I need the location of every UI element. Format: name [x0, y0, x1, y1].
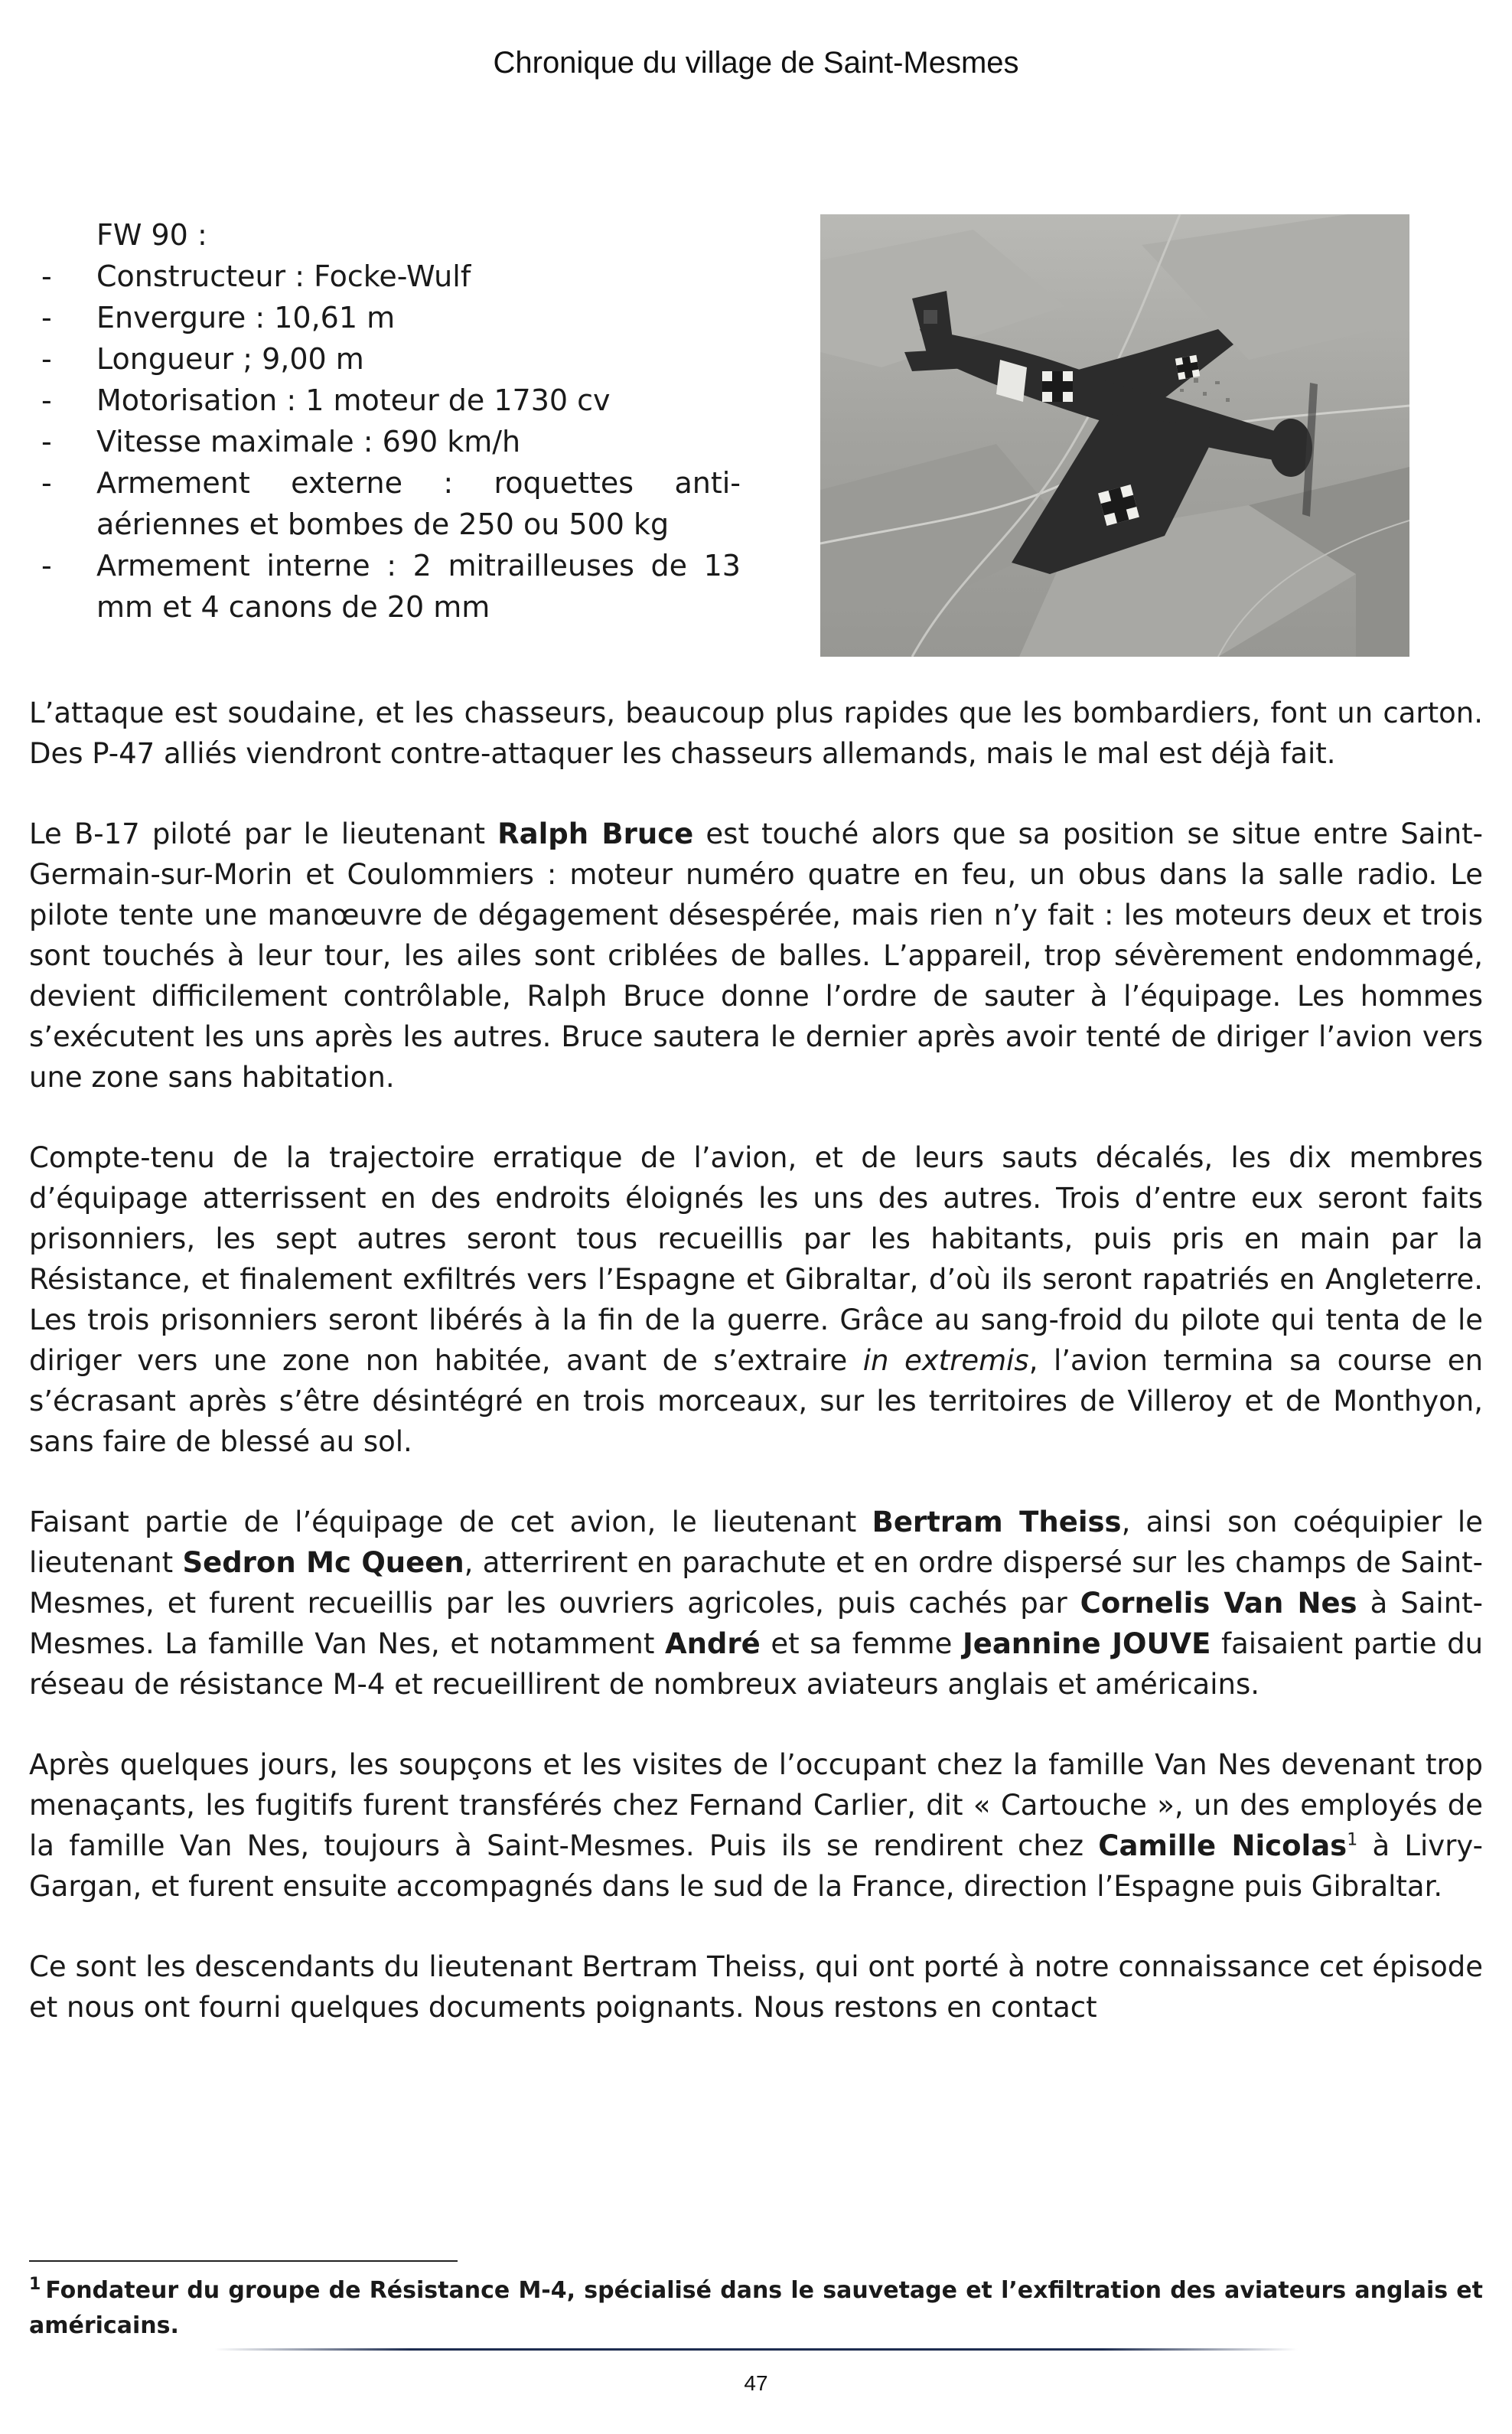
- aircraft-name: FW 90 :: [96, 218, 207, 252]
- footnote: [29, 2273, 1483, 2344]
- spec-item: - Envergure : 10,61 m: [41, 301, 396, 334]
- spec-item: - Motorisation : 1 moteur de 1730 cv: [41, 383, 611, 417]
- footnote-divider: [29, 2260, 458, 2262]
- spec-item: - Constructeur : Focke-Wulf: [41, 259, 471, 293]
- article-body: [29, 693, 1483, 2067]
- aircraft-photo: [820, 214, 1409, 657]
- spec-item: - Longueur ; 9,00 m: [41, 342, 364, 376]
- aircraft-spec-list: [29, 214, 741, 628]
- aircraft-section: [29, 214, 1483, 674]
- spec-item: - Armement interne : 2 mitrailleuses de 13 mm et 4 canons de 20 mm: [41, 549, 741, 624]
- footnote-ref: 1: [1347, 1830, 1358, 1850]
- paragraph: Après quelques jours, les soupçons et les visites de l’occupant chez la famille Van Nes devenant trop menaçants, les fugitifs furent transférés chez Fernand Carlier, dit « Cartouche », un des employés de la famille Van Nes, toujours à Saint-Mesmes. Puis ils se rendirent chez Camille Nicolas$^1$ à Livry-Gargan, et furent ensuite accompagnés dans le sud de la France, direction l’Espagne puis Gibraltar.: [29, 1748, 1484, 1903]
- paragraph: L’attaque est soudaine, et les chasseurs, beaucoup plus rapides que les bombardiers, font un carton. Des P-47 alliés viendront contre-attaquer les chasseurs allemands, mais le mal est déjà fait.: [29, 697, 1483, 770]
- footnote-text: Fondateur du groupe de Résistance M-4, spécialisé dans le sauvetage et l’exfiltration des aviateurs anglais et américains.: [29, 2277, 1483, 2339]
- page-number: 47: [744, 2371, 768, 2395]
- spec-item: - Vitesse maximale : 690 km/h: [41, 425, 521, 458]
- paragraph: Ce sont les descendants du lieutenant Bertram Theiss, qui ont porté à notre connaissance cet épisode et nous ont fourni quelques documents poignants. Nous restons en contact: [29, 1950, 1483, 2024]
- spec-item: - Armement externe : roquettes anti-aériennes et bombes de 250 ou 500 kg: [41, 466, 741, 541]
- footnote-number: 1: [29, 2275, 41, 2294]
- footer-divider: [214, 2348, 1298, 2351]
- paragraph: Faisant partie de l’équipage de cet avion, le lieutenant Bertram Theiss, ainsi son coéquipier le lieutenant Sedron Mc Queen, atterrirent en parachute et en ordre dispersé sur les champs de Saint-Mesmes, et furent recueillis par les ouvriers agricoles, puis cachés par Cornelis Van Nes à Saint-Mesmes. La famille Van Nes, et notamment André et sa femme Jeannine JOUVE faisaient partie du réseau de résistance M-4 et recueillirent de nombreux aviateurs anglais et américains.: [29, 1506, 1484, 1701]
- fw190-photo-illustration: [820, 214, 1409, 657]
- page-header: Chronique du village de Saint-Mesmes: [493, 46, 1019, 80]
- paragraph: Compte-tenu de la trajectoire erratique de l’avion, et de leurs sauts décalés, les dix membres d’équipage atterrissent en des endroits éloignés les uns des autres. Trois d’entre eux seront faits prisonniers, les sept autres seront tous recueillis par les habitants, puis pris en main par la Résistance, et finalement exfiltrés vers l’Espagne et Gibraltar, d’où ils seront rapatriés en Angleterre. Les trois prisonniers seront libérés à la fin de la guerre. Grâce au sang-froid du pilote qui tenta de le diriger vers une zone non habitée, avant de s’extraire in extremis, l’avion termina sa course en s’écrasant après s’être désintégré en trois morceaux, sur les territoires de Villeroy et de Monthyon, sans faire de blessé au sol.: [29, 1141, 1484, 1458]
- paragraph: Le B-17 piloté par le lieutenant Ralph Bruce est touché alors que sa position se situe entre Saint-Germain-sur-Morin et Coulommiers : moteur numéro quatre en feu, un obus dans la salle radio. Le pilote tente une manœuvre de dégagement désespérée, mais rien n’y fait : les moteurs deux et trois sont touchés à leur tour, les ailes sont criblées de balles. L’appareil, trop sévèrement endommagé, devient difficilement contrôlable, Ralph Bruce donne l’ordre de sauter à l’équipage. Les hommes s’exécutent les uns après les autres. Bruce sautera le dernier après avoir tenté de diriger l’avion vers une zone sans habitation.: [29, 817, 1483, 1094]
